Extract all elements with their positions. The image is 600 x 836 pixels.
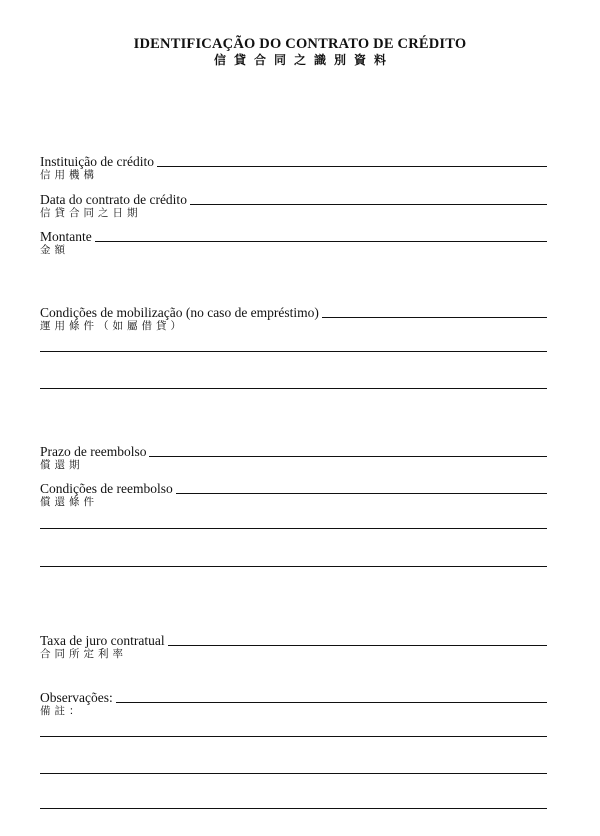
interest-rate-input-line[interactable] [168,644,547,646]
mobilization-conditions-input-line[interactable] [322,316,547,318]
mobilization-conditions-label: Condições de mobilização (no caso de empréstimo) [40,305,319,320]
form-header [0,36,600,68]
interest-rate-label: Taxa de juro contratual [40,633,165,648]
contract-date-field [40,190,547,220]
form-title: IDENTIFICAÇÃO DO CONTRATO DE CRÉDITO [133,36,467,52]
mobilization-extra-line-2[interactable] [40,388,547,389]
contract-date-label: Data do contrato de crédito [40,192,187,207]
observations-extra-line-2[interactable] [40,773,547,774]
credit-institution-input-line[interactable] [157,165,547,167]
observations-extra-line-1[interactable] [40,736,547,737]
observations-label: Observações: [40,690,113,705]
repayment-extra-line-1[interactable] [40,528,547,529]
repayment-term-label: Prazo de reembolso [40,444,147,459]
repayment-term-label-chinese: 償還期 [40,460,84,471]
amount-label-chinese: 金額 [40,245,69,256]
repayment-term-input-line[interactable] [149,455,547,457]
repayment-conditions-field [40,479,547,509]
repayment-conditions-label: Condições de reembolso [40,481,173,496]
observations-label-chinese: 備註： [40,706,84,717]
repayment-term-field [40,442,547,472]
repayment-extra-line-2[interactable] [40,566,547,567]
credit-institution-label-chinese: 信用機構 [40,170,98,181]
contract-date-input-line[interactable] [190,203,547,205]
mobilization-extra-line-1[interactable] [40,351,547,352]
form-title-chinese: 信貸合同之識別資料 [213,53,394,67]
observations-input-line[interactable] [116,701,547,703]
contract-date-label-chinese: 信貸合同之日期 [40,208,142,219]
credit-institution-field [40,152,547,182]
mobilization-conditions-field [40,303,547,333]
interest-rate-label-chinese: 合同所定利率 [40,649,127,660]
mobilization-conditions-label-chinese: 運用條件（如屬借貸） [40,321,185,332]
interest-rate-field [40,631,547,661]
observations-field [40,688,547,718]
amount-field [40,227,547,257]
repayment-conditions-label-chinese: 償還條件 [40,497,98,508]
observations-extra-line-3[interactable] [40,808,547,809]
credit-institution-label: Instituição de crédito [40,154,154,169]
repayment-conditions-input-line[interactable] [176,492,547,494]
amount-input-line[interactable] [95,240,547,242]
amount-label: Montante [40,229,92,244]
